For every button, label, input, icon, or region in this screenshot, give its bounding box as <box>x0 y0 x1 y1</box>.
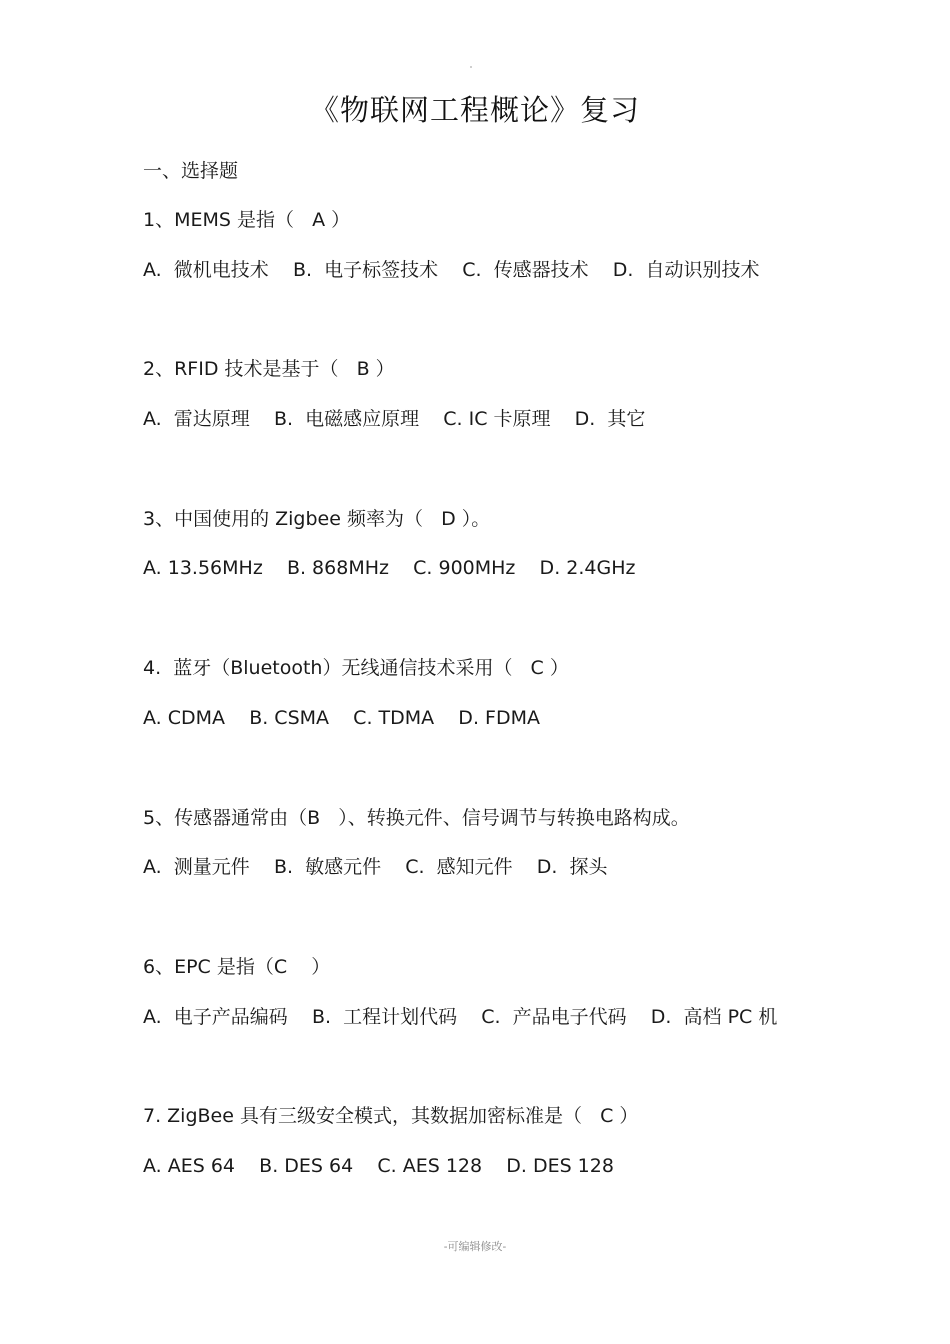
document-title: 《物联网工程概论》复习 <box>309 93 640 127</box>
question-3-options: A. 13.56MHz B. 868MHz C. 900MHz D. 2.4GHz <box>143 557 636 579</box>
question-4-options: A. CDMA B. CSMA C. TDMA D. FDMA <box>143 707 540 729</box>
question-6-stem: 6、EPC 是指（C ） <box>143 956 331 978</box>
question-7-stem: 7. ZigBee 具有三级安全模式，其数据加密标准是（ C ） <box>143 1105 639 1127</box>
question-6-options: A. 电子产品编码 B. 工程计划代码 C. 产品电子代码 D. 高档 PC 机 <box>143 1006 778 1028</box>
question-3-stem: 3、中国使用的 Zigbee 频率为（ D ）。 <box>143 508 491 530</box>
question-2-options: A. 雷达原理 B. 电磁感应原理 C. IC 卡原理 D. 其它 <box>143 408 646 430</box>
page-footer: -可编辑修改- <box>443 1240 507 1253</box>
question-4-stem: 4. 蓝牙（Bluetooth）无线通信技术采用（ C ） <box>143 657 569 679</box>
question-5-options: A. 测量元件 B. 敏感元件 C. 感知元件 D. 探头 <box>143 856 608 878</box>
question-5-stem: 5、传感器通常由（B ）、转换元件、信号调节与转换电路构成。 <box>143 807 690 829</box>
question-2-stem: 2、RFID 技术是基于（ B ） <box>143 358 395 380</box>
question-1-stem: 1、MEMS 是指（ A ） <box>143 209 351 231</box>
question-7-options: A. AES 64 B. DES 64 C. AES 128 D. DES 128 <box>143 1155 614 1177</box>
scan-mark <box>470 66 472 68</box>
section-heading: 一、选择题 <box>143 160 239 182</box>
question-1-options: A. 微机电技术 B. 电子标签技术 C. 传感器技术 D. 自动识别技术 <box>143 259 760 281</box>
